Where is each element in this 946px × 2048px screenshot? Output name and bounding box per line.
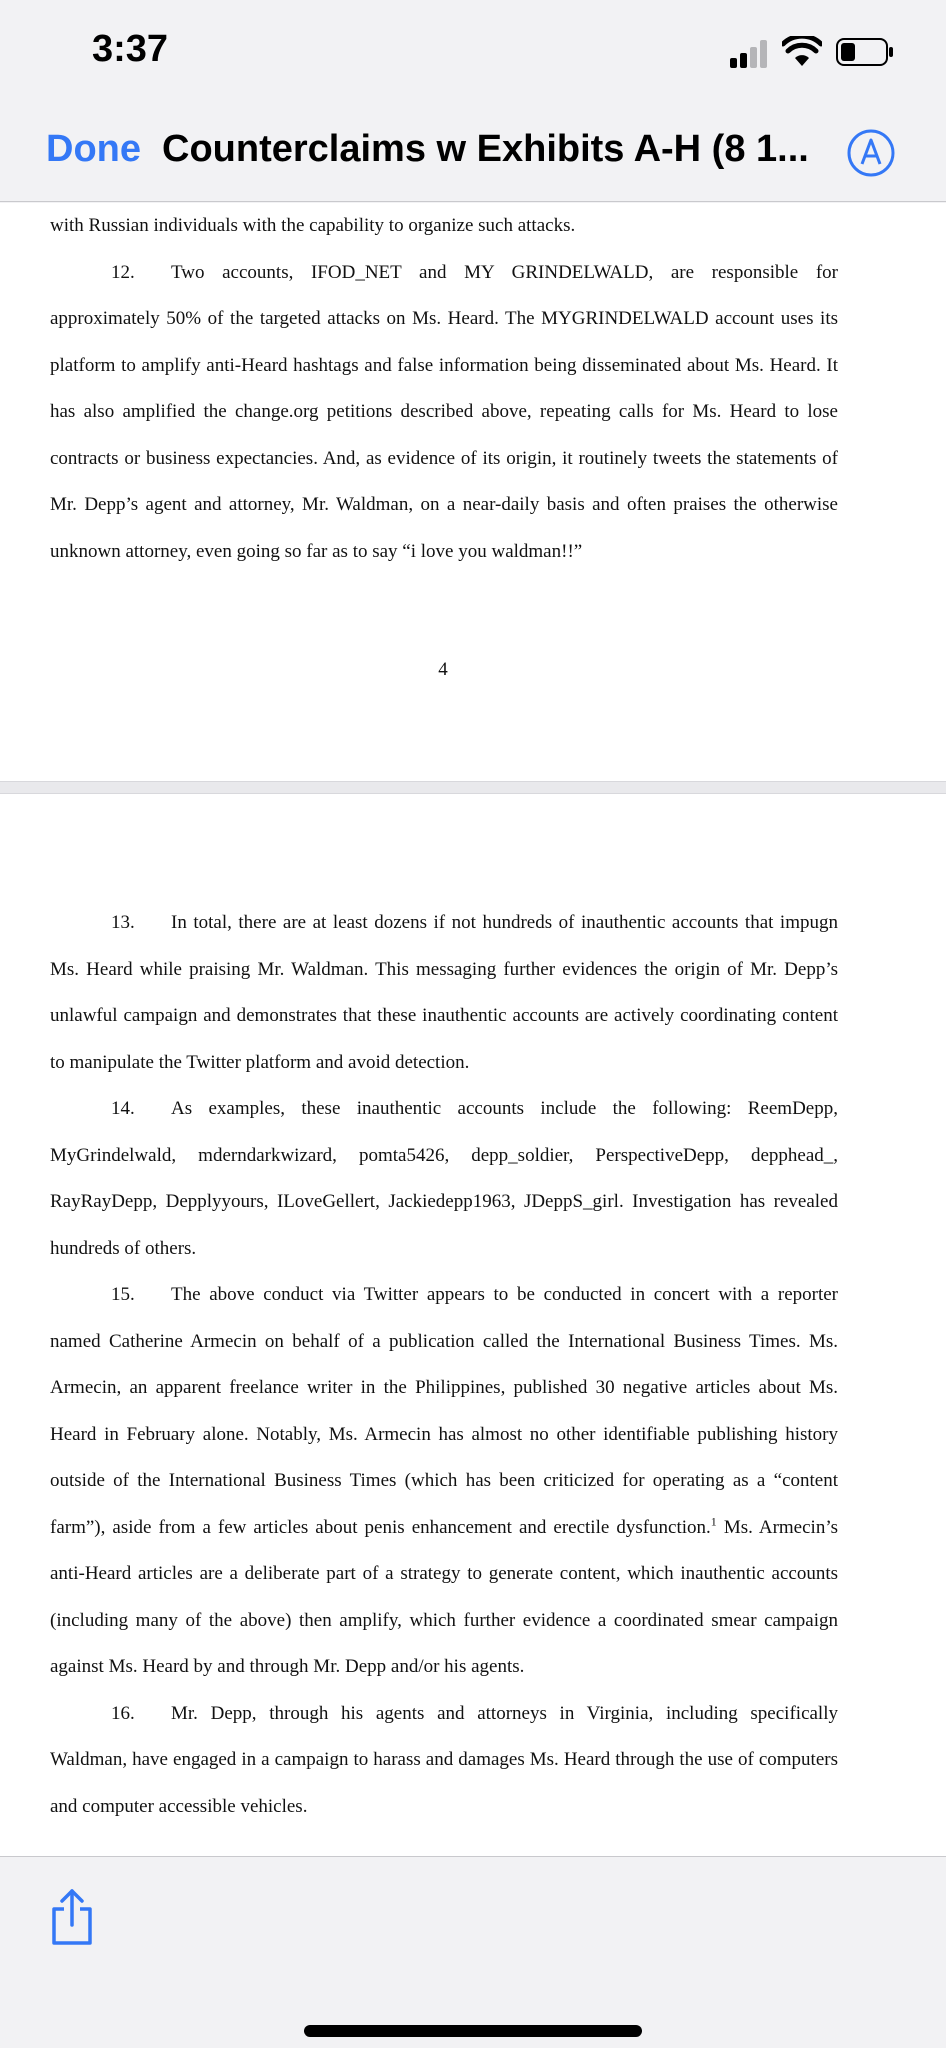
- page-number: 4: [438, 659, 448, 680]
- footnote-reference[interactable]: 1: [710, 1514, 717, 1529]
- paragraph-text: Two accounts, IFOD_NET and MY GRINDELWALD, are responsible for approximately 50% of the targeted attacks on Ms. Heard. The MYGRINDELWALD account uses its platform to amplify anti-Heard hashtags and false information being disseminated about Ms. Heard. It has also amplified the change.org petitions described above, repeating calls for Ms. Heard to lose contracts or business expectancies. And, as evidence of its origin, it routinely tweets the statements of Mr. Depp’s agent and attorney, Mr. Waldman, on a near-daily basis and often praises the otherwise unknown attorney, even going so far as to say “i love you waldman!!”: [50, 261, 838, 562]
- document-text: [50, 203, 838, 575]
- paragraph-14: [50, 1086, 838, 1272]
- paragraph-15: [50, 1272, 838, 1691]
- document-text: [50, 900, 838, 1830]
- paragraph-text: Ms. Armecin’s anti-Heard articles are a deliberate part of a strategy to generate content, which inauthentic accounts (including many of the above) then amplify, which further evidence a coordinated smear campaign against Ms. Heard by and through Mr. Depp and/or his agents.: [50, 1516, 838, 1677]
- navigation-bar: [0, 100, 946, 202]
- battery-icon: [836, 38, 894, 66]
- paragraph-12: [50, 250, 838, 576]
- paragraph-text: In total, there are at least dozens if not hundreds of inauthentic accounts that impugn Ms. Heard while praising Mr. Waldman. This messaging further evidences the origin of Mr. Depp’s unlawful campaign and demonstrates that these inauthentic accounts are actively coordinating content to manipulate the Twitter platform and avoid detection.: [50, 912, 838, 1073]
- bottom-toolbar: [0, 1856, 946, 2048]
- paragraph-number: 14.: [111, 1098, 135, 1119]
- document-title: Counterclaims w Exhibits A-H (8 1...: [162, 128, 809, 170]
- text-line: with Russian individuals with the capability to organize such attacks.: [50, 215, 576, 236]
- paragraph-text: As examples, these inauthentic accounts include the following: ReemDepp, MyGrindelwald, mderndarkwizard, pomta5426, depp_soldier, PerspectiveDepp, depphead_, RayRayDepp, Depplyyours, ILoveGellert, Jackiedepp1963, JDeppS_girl. Investigation has revealed hundreds of others.: [50, 1098, 838, 1259]
- paragraph-number: 13.: [111, 912, 135, 933]
- paragraph-text: The above conduct via Twitter appears to be conducted in concert with a reporter named Catherine Armecin on behalf of a publication called the International Business Times. Ms. Armecin, an apparent freelance writer in the Philippines, published 30 negative articles about Ms. Heard in February alone. Notably, Ms. Armecin has almost no other identifiable publishing history outside of the International Business Times (which has been criticized for operating as a “content farm”), aside from a few articles about penis enhancement and erectile dysfunction.: [50, 1284, 838, 1538]
- paragraph-16: [50, 1691, 838, 1831]
- paragraph-13: [50, 900, 838, 1086]
- paragraph-number: 16.: [111, 1702, 135, 1724]
- done-button[interactable]: Done: [46, 128, 141, 170]
- status-bar: [0, 0, 946, 100]
- paragraph-number: 12.: [111, 261, 135, 283]
- wifi-icon: [782, 36, 822, 68]
- cellular-signal-icon: [730, 38, 770, 68]
- paragraph-number: 15.: [111, 1284, 135, 1305]
- document-page-4: [0, 203, 946, 781]
- share-icon[interactable]: [48, 1887, 96, 1947]
- document-page-5: [0, 794, 946, 1856]
- status-time: 3:37: [92, 28, 169, 70]
- markup-pen-icon[interactable]: [846, 128, 896, 178]
- home-indicator[interactable]: [304, 2025, 642, 2037]
- paragraph-text: Mr. Depp, through his agents and attorneys in Virginia, including specifically Waldman, have engaged in a campaign to harass and damages Ms. Heard through the use of computers and computer accessible vehicles.: [50, 1702, 838, 1817]
- page-divider: [0, 781, 946, 794]
